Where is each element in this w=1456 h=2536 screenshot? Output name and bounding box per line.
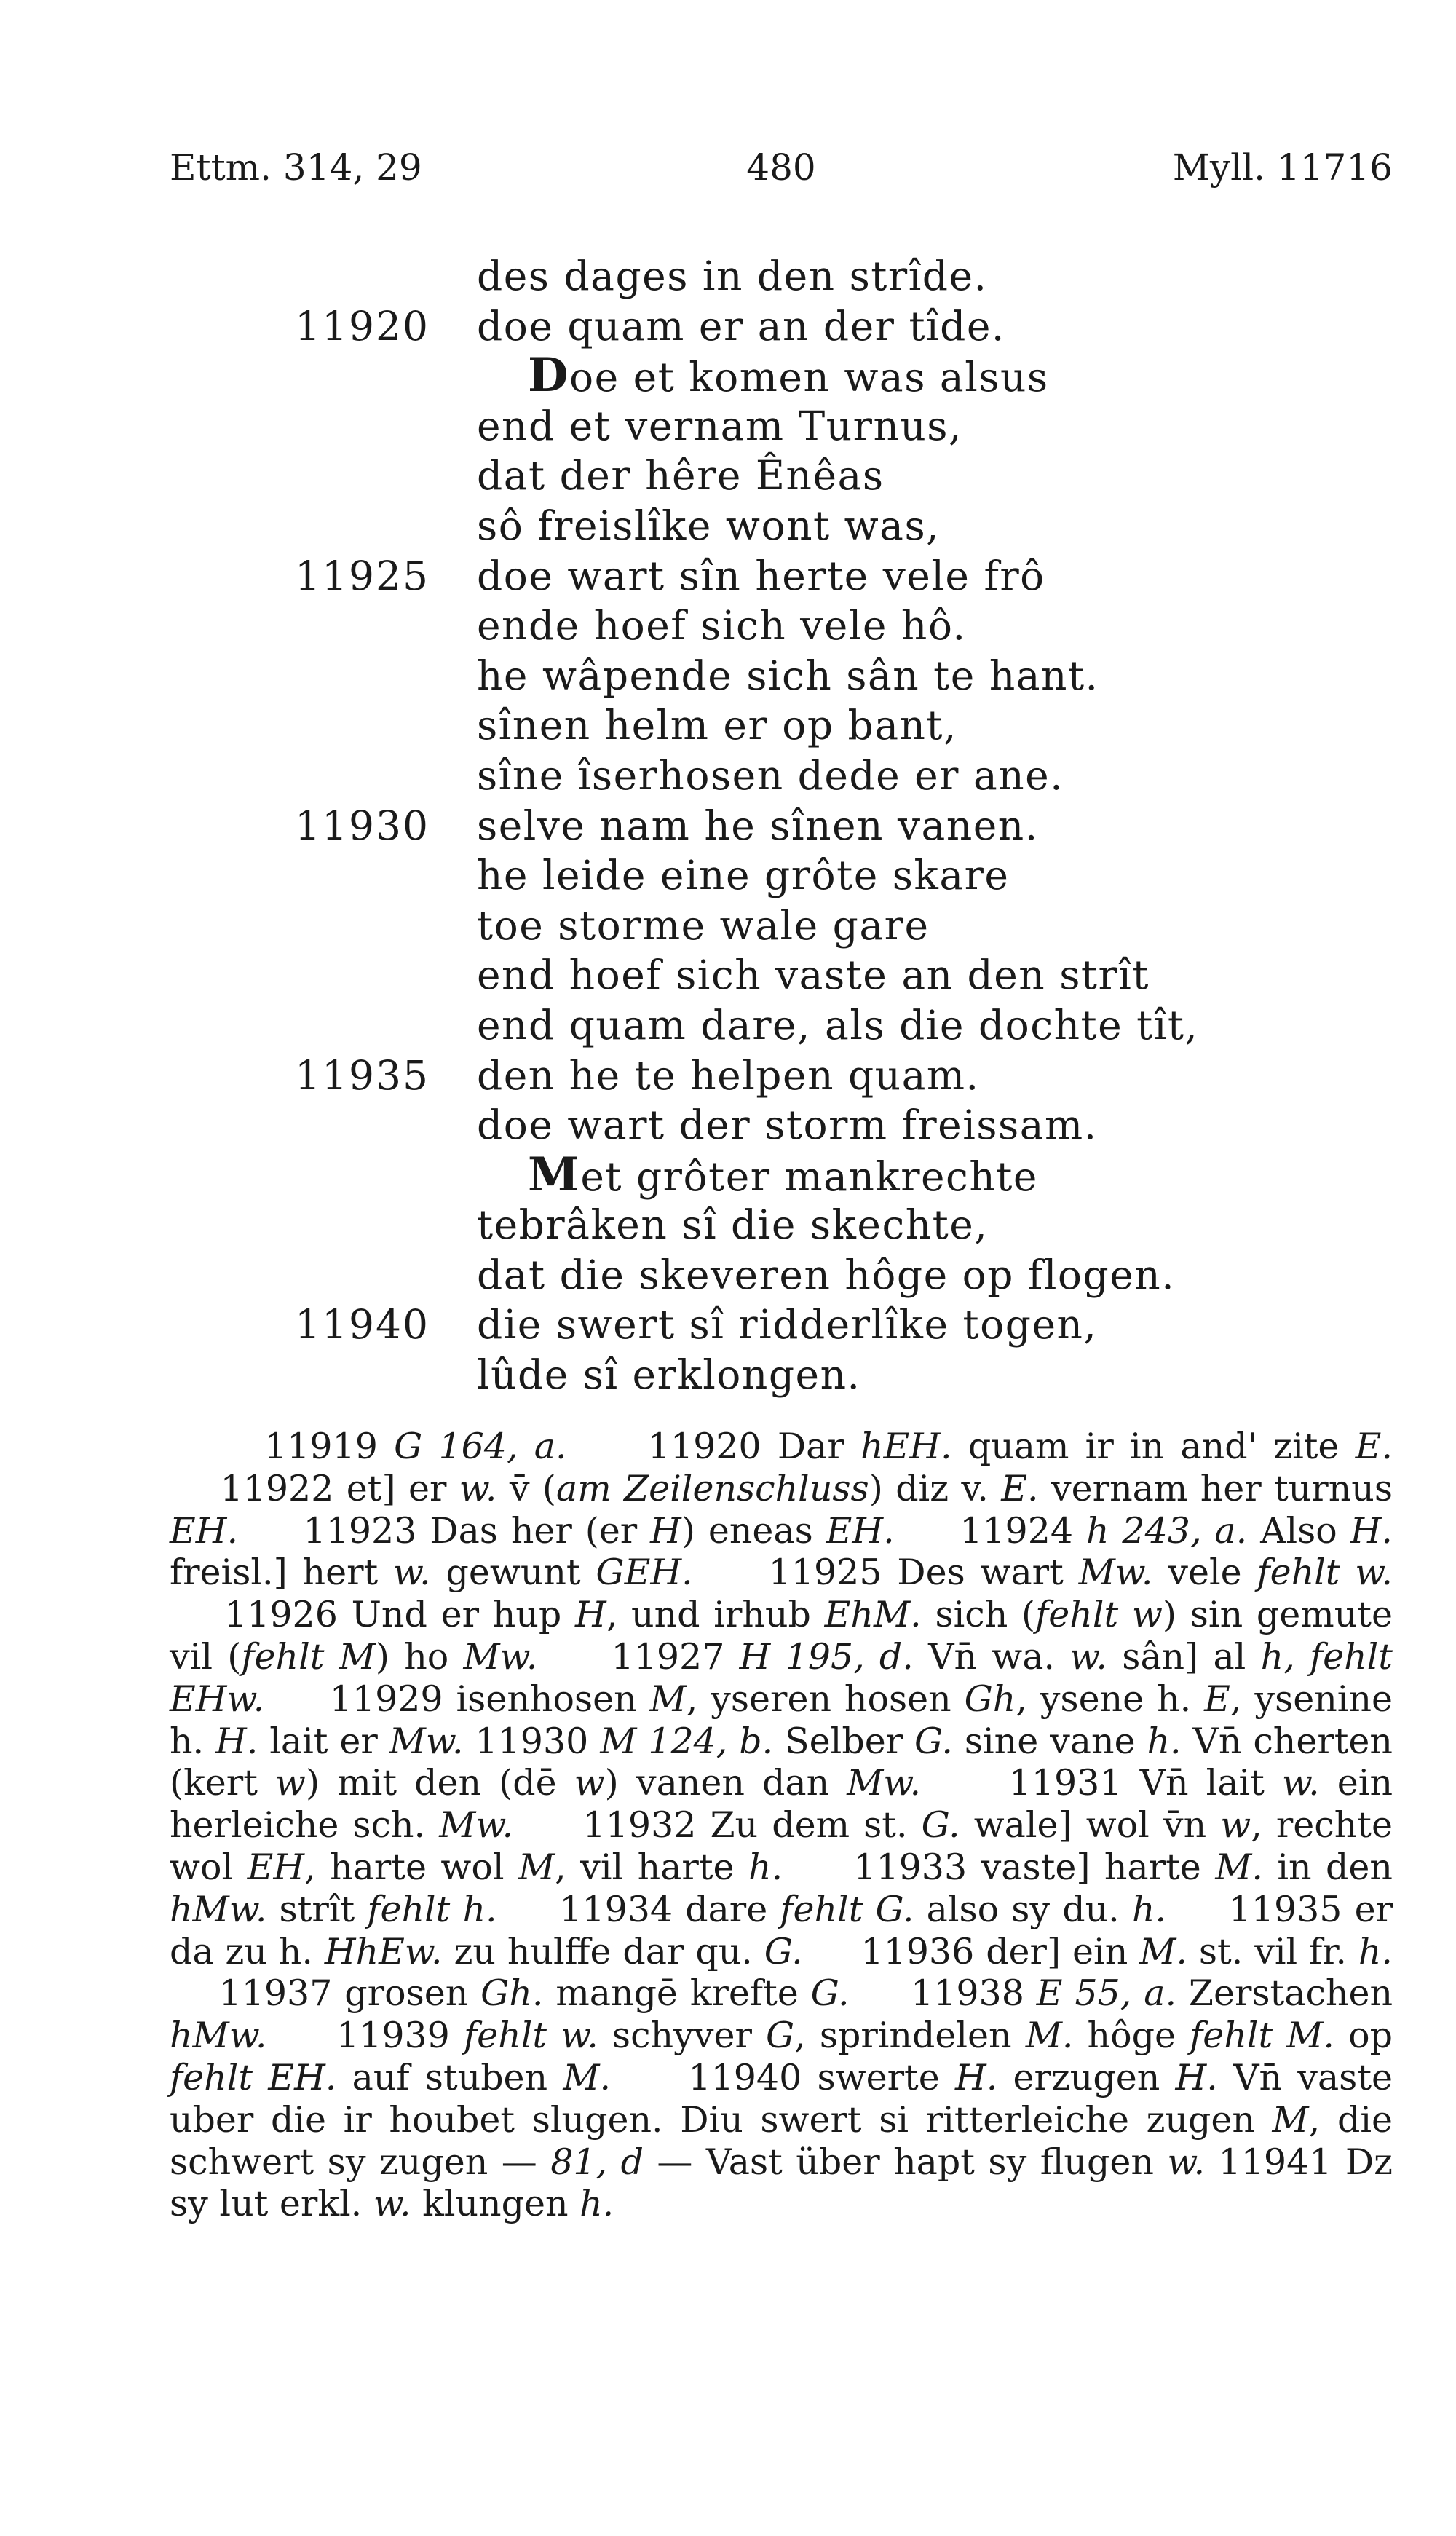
verse-text: ende hoef sich vele hô. — [477, 602, 967, 649]
verse-line — [0, 251, 1456, 301]
verse-text: end hoef sich vaste an den strît — [477, 952, 1150, 999]
verse-text: Met grôter mankrechte — [528, 1147, 1038, 1202]
note-11935: 11935 er da zu h. HhEw. zu hulffe dar qu. G. — [170, 1888, 1393, 1972]
note-11934: 11934 dare fehlt G. also sy du. h. — [559, 1888, 1166, 1930]
note-11938: 11938 E 55, a. Zerstachen hMw. — [170, 1972, 1393, 2057]
page-number: 480 — [746, 146, 816, 189]
verse-text: doe wart der storm freissam. — [477, 1102, 1098, 1149]
note-11930: 11930 M 124, b. Selber G. sine vane h. Vn̄ cherten (kert w) mit den (dē w) vanen dan Mw. — [170, 1720, 1393, 1804]
note-11940: 11940 swerte H. erzugen H. Vn̄ vaste uber die ir houbet slugen. Diu swert si ritterleiche zugen M, die schwert sy zugen — 81, d — Vast über hapt sy flugen w. — [170, 2056, 1393, 2183]
verse-line — [0, 850, 1456, 901]
verse-text: sînen helm er op bant, — [477, 702, 958, 749]
note-11923: 11923 Das her (er H) eneas EH. — [303, 1509, 895, 1552]
line-number: 11930 — [295, 802, 430, 849]
verse-line — [0, 1200, 1456, 1250]
note-11919: 11919 G 164, a. — [264, 1426, 567, 1467]
verse-line — [0, 551, 1456, 601]
verse-line — [0, 1147, 1456, 1202]
note-11920: 11920 Dar hEH. quam ir in and' zite E. — [647, 1426, 1393, 1467]
line-number: 11920 — [295, 302, 430, 349]
verse-line — [0, 1250, 1456, 1300]
verse-line — [0, 601, 1456, 651]
verse-text: end quam dare, als die dochte tît, — [477, 1001, 1199, 1048]
note-11924: 11924 h 243, a. Also H. freisl.] hert w. gewunt GEH. — [170, 1509, 1393, 1594]
verse-text: des dages in den strîde. — [477, 253, 988, 299]
verse-block — [0, 251, 1456, 1400]
note-11926: 11926 Und er hup H, und irhub EhM. sich (fehlt w) sin gemute vil (fehlt M) ho Mw. — [170, 1594, 1393, 1678]
verse-text: lûde sî erklongen. — [477, 1351, 861, 1399]
note-11932: 11932 Zu dem st. G. wale] wol v̄n w, rechte wol EH, harte wol M, vil harte h. — [170, 1804, 1393, 1888]
note-11937: 11937 grosen Gh. mangē krefte G. — [218, 1972, 850, 2015]
apparatus-paragraph — [170, 1426, 1393, 2225]
verse-line — [0, 801, 1456, 851]
note-11925: 11925 Des wart Mw. vele fehlt w. — [768, 1552, 1393, 1594]
line-number: 11940 — [295, 1301, 430, 1348]
verse-line — [0, 501, 1456, 551]
critical-apparatus — [170, 1426, 1393, 2225]
verse-text: selve nam he sînen vanen. — [477, 802, 1039, 849]
verse-line — [0, 1000, 1456, 1051]
running-header — [170, 138, 1393, 197]
verse-text: tebrâken sî die skechte, — [477, 1201, 989, 1249]
verse-text: doe wart sîn herte vele frô — [477, 552, 1045, 599]
note-11922: 11922 et] er w. v̄ (am Zeilenschluss) diz v. E. vernam her turnus EH. — [170, 1467, 1393, 1552]
verse-line — [0, 451, 1456, 501]
verse-line — [0, 1051, 1456, 1101]
line-number: 11935 — [295, 1051, 430, 1099]
verse-text: he wâpende sich sân te hant. — [477, 652, 1099, 699]
verse-line — [0, 651, 1456, 701]
line-number: 11925 — [295, 552, 430, 599]
verse-line — [0, 1350, 1456, 1400]
verse-text: he leide eine grôte skare — [477, 852, 1010, 899]
header-left: Ettm. 314, 29 — [170, 146, 422, 189]
verse-text: sîne îserhosen dede er ane. — [477, 751, 1064, 799]
verse-line — [0, 950, 1456, 1000]
verse-line — [0, 301, 1456, 352]
verse-text: Doe et komen was alsus — [528, 348, 1049, 403]
note-11933: 11933 vaste] harte M. in den hMw. strît fehlt h. — [170, 1846, 1393, 1930]
verse-line — [0, 901, 1456, 951]
note-11939: 11939 fehlt w. schyver G, sprindelen M. hôge fehlt M. op fehlt EH. auf stuben M. — [170, 2015, 1393, 2098]
note-11931: 11931 Vn̄ lait w. ein herleiche sch. Mw. — [170, 1762, 1393, 1846]
verse-line — [0, 700, 1456, 751]
header-right: Myll. 11716 — [1172, 146, 1393, 189]
verse-line — [0, 751, 1456, 801]
verse-text: end et vernam Turnus, — [477, 402, 963, 449]
verse-line — [0, 401, 1456, 451]
verse-text: dat der hêre Ênêas — [477, 452, 885, 499]
note-11936: 11936 der] ein M. st. vil fr. h. — [860, 1930, 1393, 1972]
verse-text: toe storme wale gare — [477, 901, 930, 949]
verse-line — [0, 1100, 1456, 1150]
verse-text: sô freislîke wont was, — [477, 502, 941, 549]
verse-text: den he te helpen quam. — [477, 1051, 980, 1099]
note-11927: 11927 H 195, d. Vn̄ wa. w. sân] al h, fehlt EHw. — [170, 1635, 1393, 1720]
verse-line — [0, 348, 1456, 403]
note-11929: 11929 isenhosen M, yseren hosen Gh, ysene h. E, ysenine h. H. lait er Mw. — [170, 1678, 1393, 1762]
verse-line — [0, 1300, 1456, 1350]
verse-text: dat die skeveren hôge op flogen. — [477, 1251, 1176, 1298]
verse-text: die swert sî ridderlîke togen, — [477, 1301, 1098, 1348]
note-11941: 11941 Dz sy lut erkl. w. klungen h. — [170, 2141, 1393, 2225]
verse-text: doe quam er an der tîde. — [477, 302, 1005, 349]
